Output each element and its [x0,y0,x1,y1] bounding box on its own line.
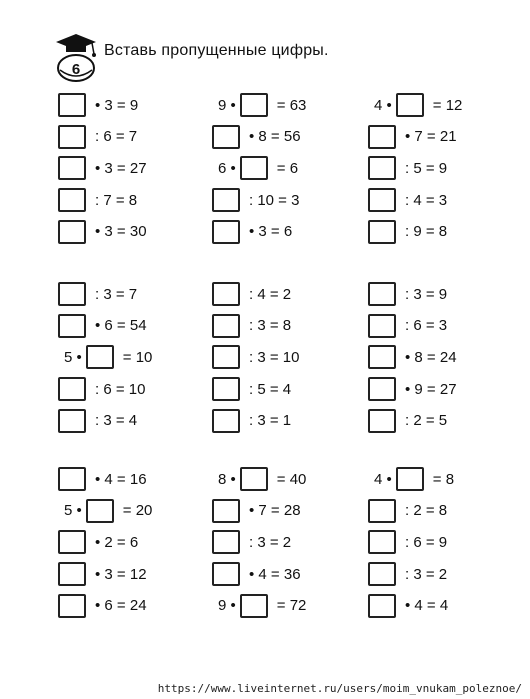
equation-rest: : 3 = 1 [249,412,292,430]
equation-rest: = 72 [276,597,307,615]
equation [212,528,291,556]
answer-box[interactable] [86,499,114,523]
equation [58,375,145,403]
equation [374,465,454,493]
equation [58,312,147,340]
answer-box[interactable] [58,530,86,554]
equation [58,560,147,588]
answer-box[interactable] [368,188,396,212]
equation-rest: : 3 = 8 [249,317,292,335]
equation [58,592,147,620]
equation-rest: : 9 = 8 [405,223,448,241]
equation [218,91,306,119]
answer-box[interactable] [368,562,396,586]
equation-rest: • 7 = 28 [249,502,301,520]
equation [374,91,462,119]
answer-box[interactable] [368,345,396,369]
equation [58,218,147,246]
equation [58,280,137,308]
equation [368,592,448,620]
equation-rest: : 5 = 9 [405,159,448,177]
equation [212,218,292,246]
answer-box[interactable] [368,220,396,244]
equation-rest: • 4 = 16 [95,470,147,488]
answer-box[interactable] [368,282,396,306]
equation-left-operand: 4 • [374,470,392,488]
equation [368,560,447,588]
answer-box[interactable] [368,156,396,180]
answer-box[interactable] [58,377,86,401]
equation [58,91,138,119]
equation-rest: : 3 = 10 [249,348,300,366]
equation-left-operand: 4 • [374,96,392,114]
instruction-text: Вставь пропущенные цифры. [104,42,329,59]
equation-rest: : 6 = 7 [95,128,138,146]
answer-box[interactable] [240,467,268,491]
equation-rest: = 63 [276,96,307,114]
answer-box[interactable] [212,125,240,149]
answer-box[interactable] [58,562,86,586]
answer-box[interactable] [212,377,240,401]
answer-box[interactable] [368,409,396,433]
equation [212,497,301,525]
equation-rest: : 4 = 3 [405,191,448,209]
equation [212,123,301,151]
answer-box[interactable] [212,562,240,586]
answer-box[interactable] [368,314,396,338]
equation [368,407,447,435]
equation [368,154,447,182]
answer-box[interactable] [58,409,86,433]
answer-box[interactable] [368,125,396,149]
equation-rest: : 6 = 3 [405,317,448,335]
equation [368,186,447,214]
equation-rest: = 10 [122,348,153,366]
equation-left-operand: 5 • [64,348,82,366]
equation [58,186,137,214]
equation [212,186,299,214]
equation-rest: • 4 = 4 [405,597,449,615]
answer-box[interactable] [240,156,268,180]
answer-box[interactable] [58,93,86,117]
answer-box[interactable] [58,125,86,149]
equation-rest: • 2 = 6 [95,533,139,551]
equation-rest: : 3 = 2 [405,565,448,583]
equation-rest: • 3 = 12 [95,565,147,583]
equation-rest: : 5 = 4 [249,380,292,398]
equation [58,123,137,151]
equation-left-operand: 8 • [218,470,236,488]
equation-rest: • 6 = 54 [95,317,147,335]
answer-box[interactable] [396,467,424,491]
answer-box[interactable] [368,594,396,618]
equation-rest: = 8 [432,470,455,488]
equation-left-operand: 9 • [218,96,236,114]
equation-rest: : 2 = 8 [405,502,448,520]
answer-box[interactable] [212,499,240,523]
equation-rest: = 40 [276,470,307,488]
equation-rest: : 3 = 2 [249,533,292,551]
equation-left-operand: 9 • [218,597,236,615]
answer-box[interactable] [212,530,240,554]
footer-url: https://www.liveinternet.ru/users/moim_vnukam_poleznoe/ [157,682,522,695]
equation-rest: • 8 = 24 [405,348,457,366]
equation [368,123,457,151]
answer-box[interactable] [58,594,86,618]
equation-rest: : 10 = 3 [249,191,300,209]
equation-rest: = 20 [122,502,153,520]
equation-rest: = 6 [276,159,299,177]
equation-rest: : 3 = 9 [405,285,448,303]
equation-rest: : 7 = 8 [95,191,138,209]
equation-left-operand: 5 • [64,502,82,520]
equation [368,312,447,340]
equation [64,343,152,371]
equation [218,592,306,620]
answer-box[interactable] [212,188,240,212]
equation [64,497,152,525]
equation [368,343,457,371]
answer-box[interactable] [58,282,86,306]
equation [212,560,301,588]
equation [58,154,147,182]
equation-rest: • 3 = 30 [95,223,147,241]
equation [212,312,291,340]
equation-rest: : 4 = 2 [249,285,292,303]
equation [368,375,457,403]
equation [212,280,291,308]
answer-box[interactable] [58,467,86,491]
answer-box[interactable] [212,409,240,433]
answer-box[interactable] [212,220,240,244]
equation [58,465,147,493]
equation-rest: : 6 = 10 [95,380,146,398]
answer-box[interactable] [212,314,240,338]
equation [212,343,299,371]
equation-rest: • 3 = 6 [249,223,293,241]
answer-box[interactable] [58,156,86,180]
equation-rest: : 3 = 7 [95,285,138,303]
equation-rest: • 4 = 36 [249,565,301,583]
answer-box[interactable] [240,594,268,618]
equation [58,528,138,556]
equation-rest: • 6 = 24 [95,597,147,615]
equation [368,280,447,308]
answer-box[interactable] [396,93,424,117]
answer-box[interactable] [240,93,268,117]
answer-box[interactable] [368,530,396,554]
equation [368,218,447,246]
equation-rest: • 8 = 56 [249,128,301,146]
equation-rest: : 2 = 5 [405,412,448,430]
equation-left-operand: 6 • [218,159,236,177]
equation-rest: • 9 = 27 [405,380,457,398]
answer-box[interactable] [58,314,86,338]
equation [212,375,291,403]
equation-rest: : 3 = 4 [95,412,138,430]
badge-number: 6 [71,61,81,78]
answer-box[interactable] [212,282,240,306]
equation [368,528,447,556]
equation [368,497,447,525]
equation-rest: • 3 = 27 [95,159,147,177]
equation-rest: • 3 = 9 [95,96,139,114]
equation [218,465,306,493]
answer-box[interactable] [58,188,86,212]
equation-rest: • 7 = 21 [405,128,457,146]
equation [218,154,298,182]
equation-rest: = 12 [432,96,463,114]
equation [212,407,291,435]
answer-box[interactable] [368,377,396,401]
answer-box[interactable] [58,220,86,244]
equation-rest: : 6 = 9 [405,533,448,551]
equation [58,407,137,435]
answer-box[interactable] [212,345,240,369]
answer-box[interactable] [86,345,114,369]
answer-box[interactable] [368,499,396,523]
